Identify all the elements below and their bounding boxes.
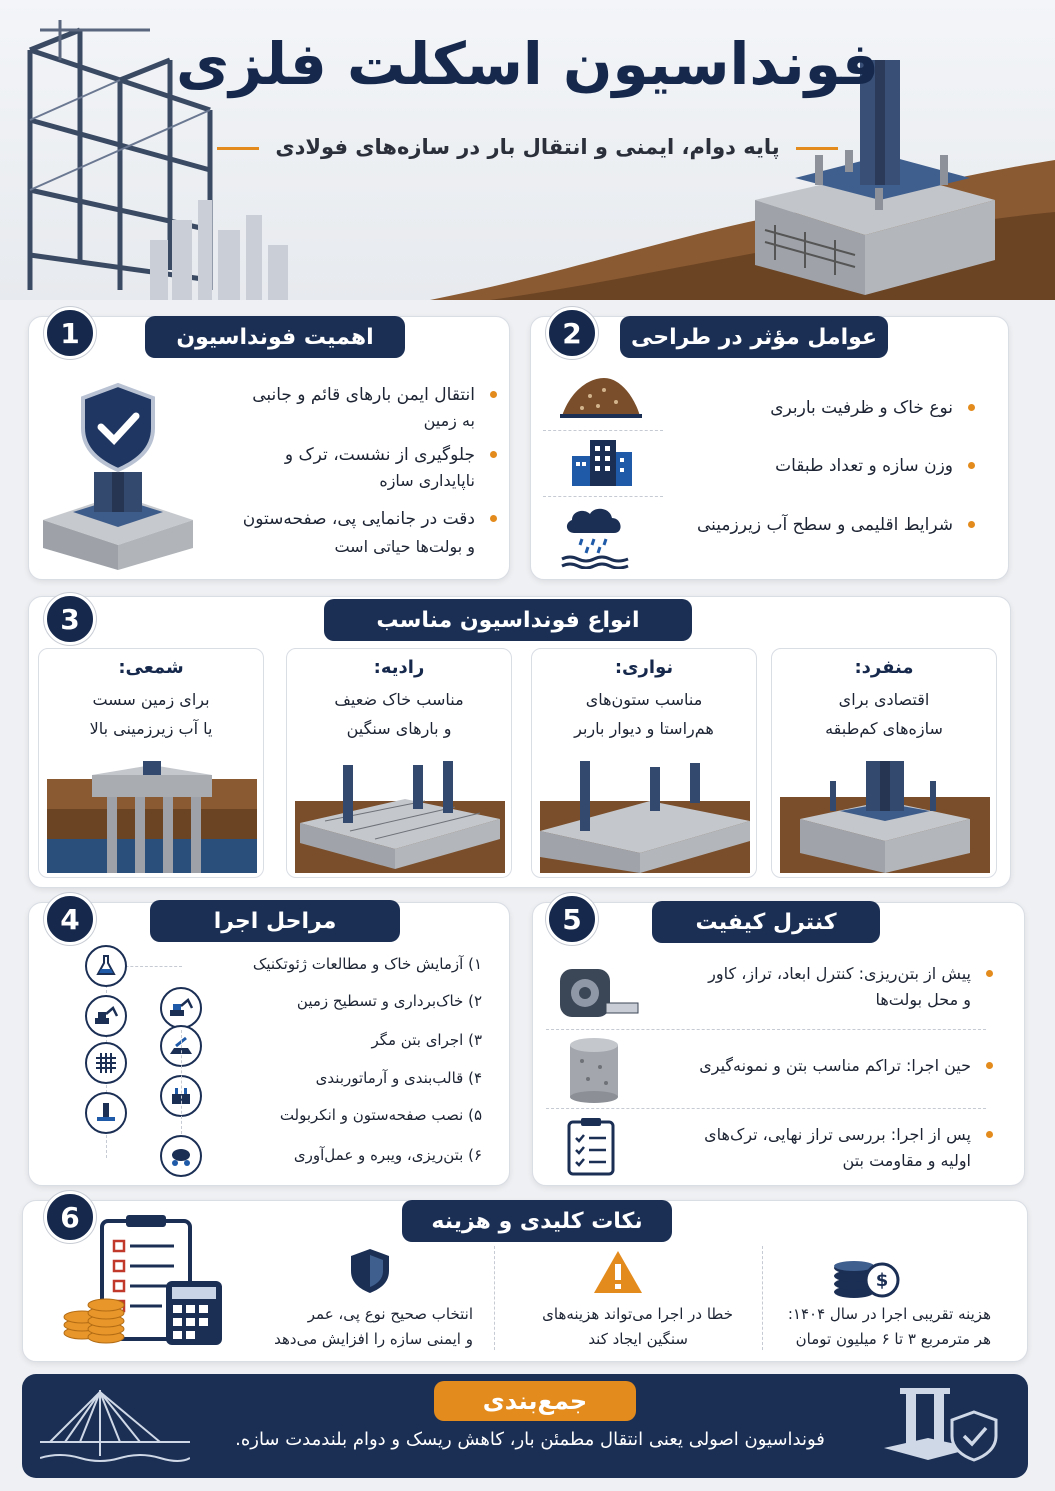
qc-item-3 [704, 1121, 971, 1149]
importance-bullet-3 [243, 505, 475, 533]
page-subtitle [0, 135, 1055, 159]
importance-bullet-1 [252, 381, 475, 409]
step-2: ۲) خاک‌برداری و تسطیح زمین [296, 992, 482, 1010]
factor-item-2 [775, 452, 953, 480]
importance-bullet-2-cont: ناپایداری سازه [379, 471, 475, 490]
tape-measure-icon [556, 963, 642, 1023]
title-dash-left [217, 147, 259, 150]
factor-item-3-label: شرایط اقلیمی و سطح آب زیرزمینی [696, 515, 953, 535]
factor-item-2-label: وزن سازه و تعداد طبقات [775, 456, 953, 476]
importance-bullet-2 [285, 441, 475, 469]
keypoint-error-line2: سنگین ایجاد کند [588, 1330, 688, 1348]
step-5: ۵) نصب صفحه‌ستون و انکربولت [279, 1106, 482, 1124]
factor-item-3 [697, 511, 953, 539]
importance-bullet-1-cont: به زمین [423, 411, 475, 430]
summary-text: فونداسیون اصولی یعنی انتقال مطمئن بار، کاهش ریسک و دوام بلندمدت سازه. [235, 1429, 825, 1450]
section-title-design-factors: عوامل مؤثر در طراحی [620, 316, 888, 358]
rebar-grid-icon [85, 1042, 127, 1084]
excavator-icon [160, 987, 202, 1029]
coins-icon [832, 1252, 900, 1300]
section-title-quality-control: کنترل کیفیت [652, 901, 880, 943]
type-card-strip-line2: هم‌راستا و دیوار باربر [574, 719, 714, 738]
importance-bullet-3-text: دقت در جانمایی پی، صفحه‌ستون [242, 509, 475, 529]
type-card-strip-line1: مناسب ستون‌های [585, 690, 703, 709]
type-card-pile [38, 648, 264, 878]
section-number-5: 5 [546, 893, 598, 945]
flask-icon [85, 945, 127, 987]
isolated-footing-illustration [780, 761, 990, 873]
strip-footing-illustration [540, 761, 750, 873]
buildings-icon [566, 438, 636, 488]
steps-connector-line-2 [181, 1030, 182, 1134]
qc-divider-1 [546, 1029, 986, 1030]
type-card-mat [286, 648, 512, 878]
type-card-mat-desc [287, 685, 511, 743]
qc-divider-2 [546, 1108, 986, 1109]
section-number-2: 2 [546, 307, 598, 359]
concrete-sample-icon [566, 1037, 622, 1103]
page-title: فونداسیون اسکلت فلزی [175, 30, 880, 98]
type-card-isolated-line2: سازه‌های کم‌طبقه [825, 719, 943, 738]
city-skyline-illustration [150, 190, 290, 300]
step-1: ۱) آزمایش خاک و مطالعات ژئوتکنیک [252, 955, 482, 973]
section-number-6: 6 [44, 1191, 96, 1243]
qc-item-2 [699, 1052, 971, 1080]
type-card-isolated [771, 648, 997, 878]
keypoint-cost-line2: هر مترمربع ۳ تا ۶ میلیون تومان [795, 1330, 991, 1348]
checklist-icon [566, 1116, 616, 1176]
base-plate-icon [85, 1092, 127, 1134]
keypoint-cost-line1: هزینه تقریبی اجرا در سال ۱۴۰۴: [787, 1305, 991, 1323]
summary-title: جمع‌بندی [434, 1381, 636, 1421]
clipboard-calculator-icon [62, 1213, 227, 1348]
qc-item-1 [708, 960, 971, 988]
pile-foundation-illustration [47, 761, 257, 873]
type-card-strip-title: نواری: [614, 657, 674, 678]
qc-item-3-line1: پس از اجرا: بررسی تراز نهایی، ترک‌های [704, 1125, 971, 1144]
qc-item-1-line2: و محل بولت‌ها [875, 990, 971, 1009]
title-dash-right [796, 147, 838, 150]
importance-bullet-1-text: انتقال ایمن بارهای قائم و جانبی [252, 385, 475, 405]
mat-foundation-illustration [295, 761, 505, 873]
steel-column-shield-icon [878, 1386, 1008, 1468]
step-4: ۴) قالب‌بندی و آرماتوربندی [315, 1069, 482, 1087]
type-card-mat-line2: و بارهای سنگین [346, 719, 452, 738]
warning-icon [592, 1249, 644, 1295]
type-card-mat-title: رادیه: [373, 657, 425, 678]
keypoint-choice-line2: و ایمنی سازه را افزایش می‌دهد [274, 1330, 473, 1348]
section-title-importance: اهمیت فونداسیون [145, 316, 405, 358]
factor-item-1-label: نوع خاک و ظرفیت باربری [770, 398, 953, 418]
subtitle-text: پایه دوام، ایمنی و انتقال بار در سازه‌های فولادی [275, 135, 780, 159]
step-6: ۶) بتن‌ریزی، ویبره و عمل‌آوری [293, 1146, 482, 1164]
hero-banner [0, 0, 1055, 300]
step-3: ۳) اجرای بتن مگر [371, 1031, 482, 1049]
section-number-4: 4 [44, 893, 96, 945]
qc-item-2-line1: حین اجرا: تراکم مناسب بتن و نمونه‌گیری [699, 1056, 971, 1075]
section-title-execution-steps: مراحل اجرا [150, 900, 400, 942]
section-title-key-points: نکات کلیدی و هزینه [402, 1200, 672, 1242]
concrete-mixer-icon [160, 1135, 202, 1177]
type-card-mat-line1: مناسب خاک ضعیف [334, 690, 464, 709]
factor-divider-1 [543, 430, 663, 431]
type-card-isolated-title: منفرد: [854, 657, 914, 678]
shield-check-icon [38, 380, 198, 570]
section-title-foundation-types: انواع فونداسیون مناسب [324, 599, 692, 641]
importance-bullet-2-text: جلوگیری از نشست، ترک و [284, 445, 475, 465]
type-card-pile-line1: برای زمین سست [92, 690, 210, 709]
importance-bullet-3-cont: و بولت‌ها حیاتی است [334, 537, 475, 556]
keypoint-divider-1 [762, 1246, 763, 1350]
type-card-isolated-line1: اقتصادی برای [838, 690, 930, 709]
section-number-1: 1 [44, 307, 96, 359]
factor-item-1 [770, 394, 953, 422]
soil-icon [560, 372, 642, 420]
rain-water-icon [560, 503, 632, 569]
type-card-isolated-desc [772, 685, 996, 743]
section-number-3: 3 [44, 593, 96, 645]
type-card-pile-desc [39, 685, 263, 743]
excavator-icon-left [85, 995, 127, 1037]
qc-item-1-line1: پیش از بتن‌ریزی: کنترل ابعاد، تراز، کاور [708, 964, 971, 983]
qc-item-3-line2: اولیه و مقاومت بتن [842, 1151, 971, 1170]
svg-text:$: $ [875, 1270, 889, 1291]
type-card-pile-line2: یا آب زیرزمینی بالا [89, 719, 213, 738]
shield-icon [349, 1247, 391, 1295]
keypoint-error-line1: خطا در اجرا می‌تواند هزینه‌های [542, 1305, 733, 1323]
factor-divider-2 [543, 496, 663, 497]
type-card-strip [531, 648, 757, 878]
keypoint-divider-2 [494, 1246, 495, 1350]
bridge-icon [40, 1386, 190, 1468]
keypoint-choice-line1: انتخاب صحیح نوع پی، عمر [307, 1305, 473, 1323]
type-card-strip-desc [532, 685, 756, 743]
type-card-pile-title: شمعی: [118, 657, 184, 678]
